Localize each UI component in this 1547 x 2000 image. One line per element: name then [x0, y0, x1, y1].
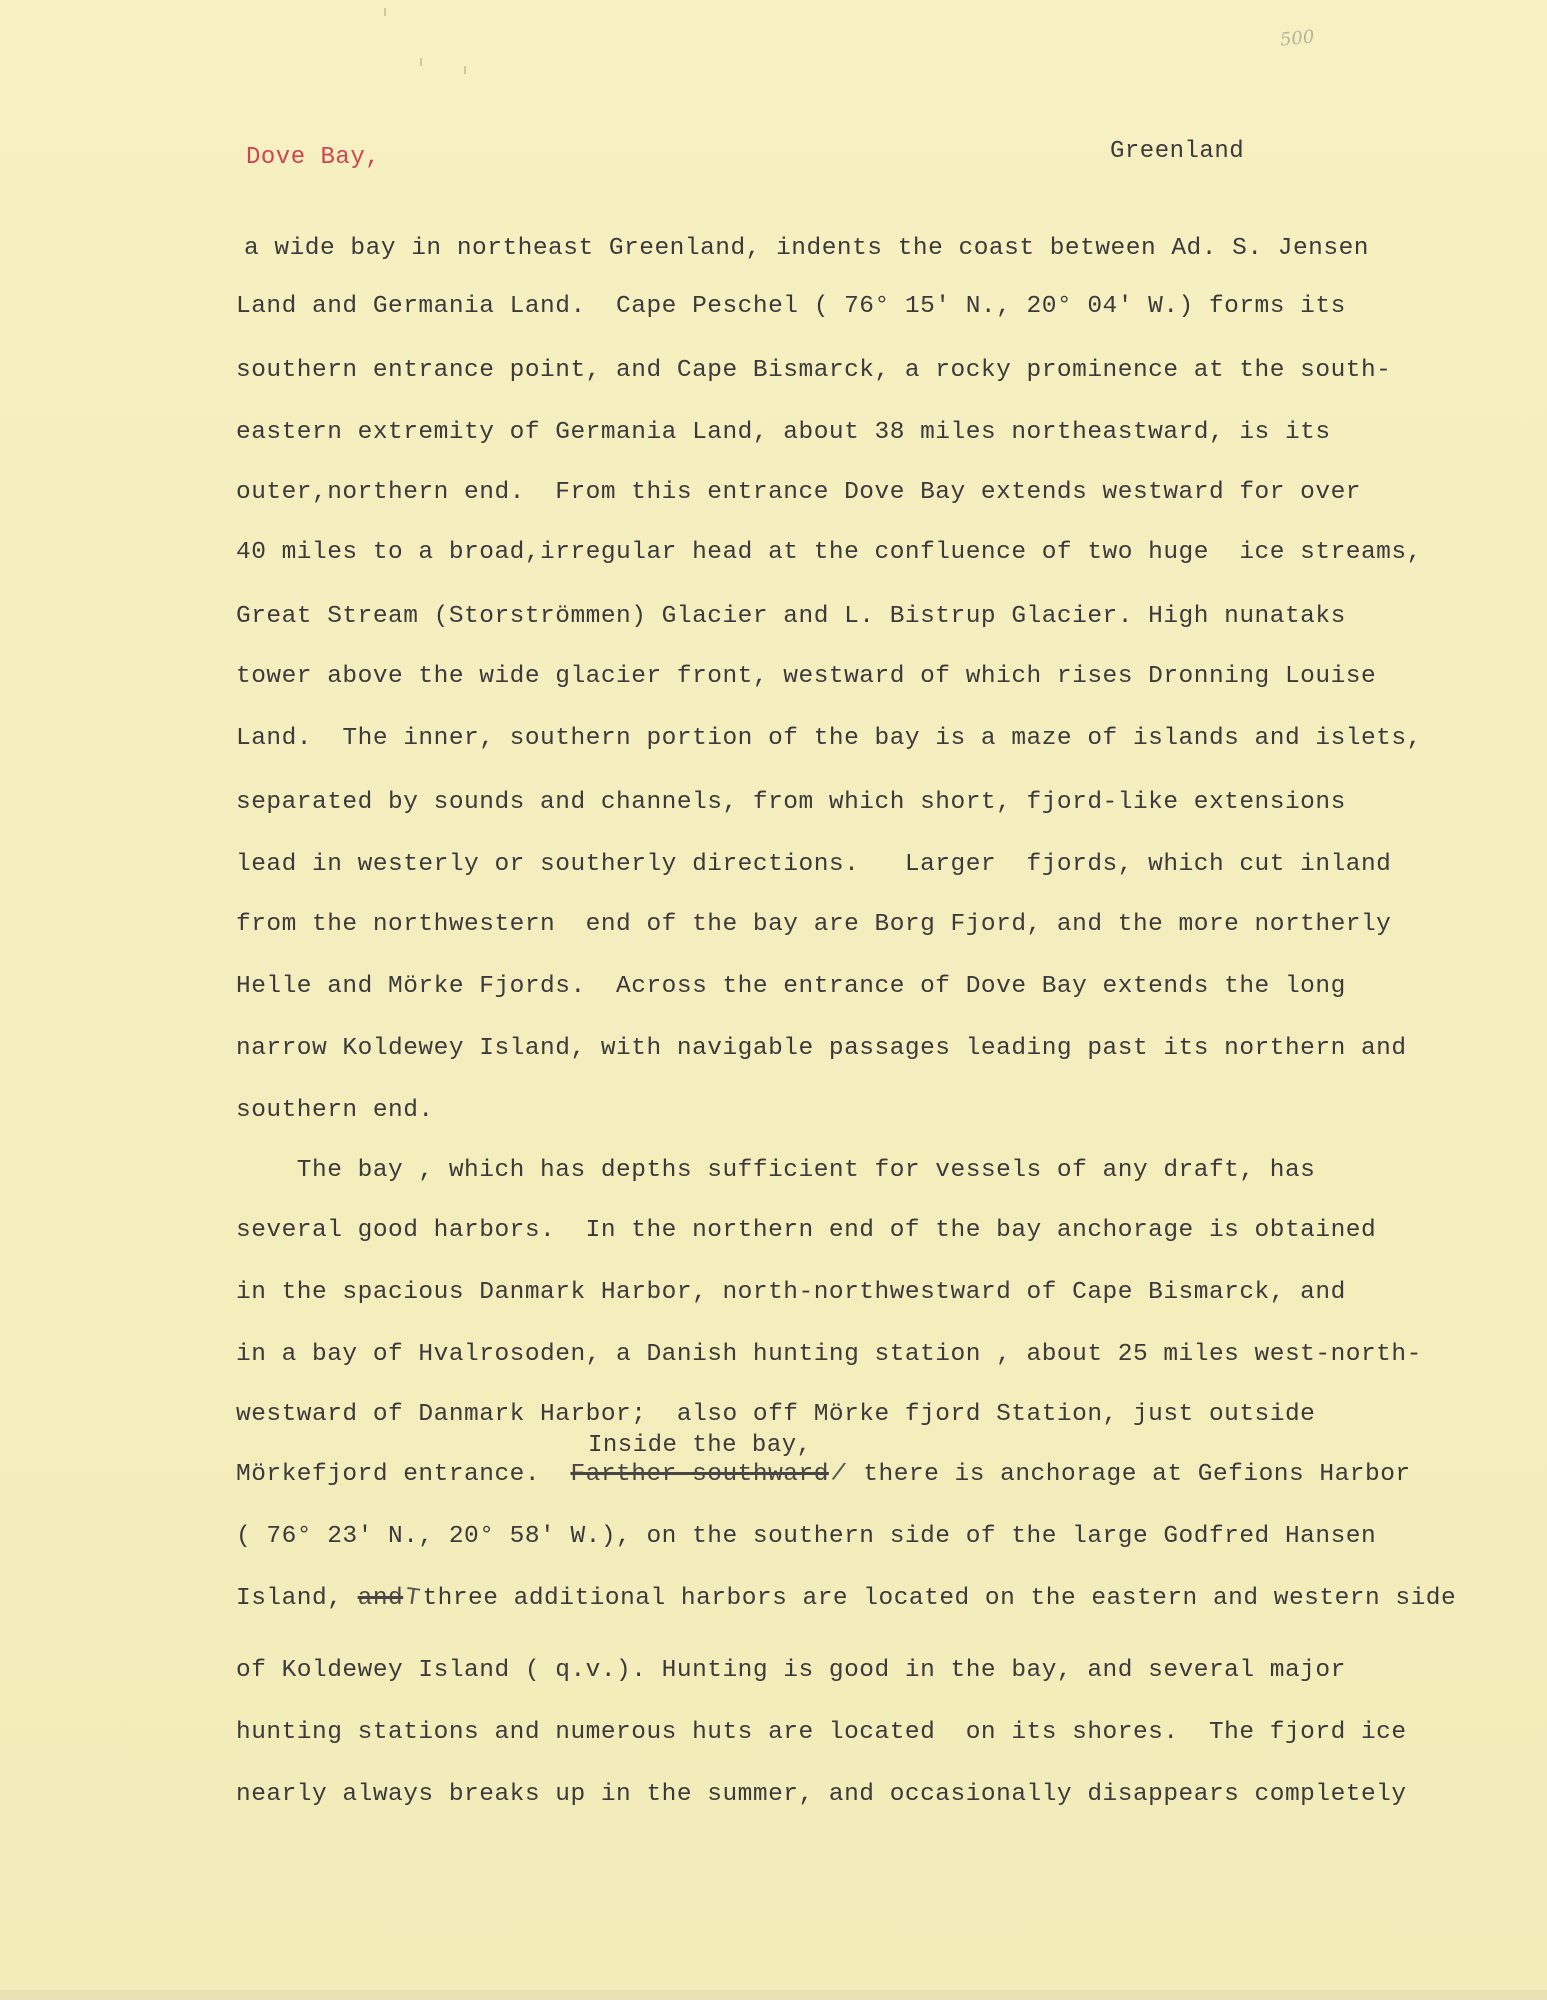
- text-line: Land. The inner, southern portion of the bay is a maze of islands and islets,: [236, 725, 1422, 752]
- struck-text: and: [357, 1585, 404, 1612]
- paper-speck: [384, 8, 386, 16]
- edited-text-line: [236, 1584, 1456, 1614]
- text-line: southern end.: [236, 1097, 434, 1124]
- text-line: Land and Germania Land. Cape Peschel ( 76° 15' N., 20° 04' W.) forms its: [236, 293, 1346, 320]
- text-line: narrow Koldewey Island, with navigable passages leading past its northern and: [236, 1035, 1407, 1062]
- insertion-mark: T: [403, 1584, 423, 1613]
- text-line: lead in westerly or southerly directions. Larger fjords, which cut inland: [236, 851, 1392, 878]
- paper-speck: [464, 66, 466, 74]
- text-line: Great Stream (Storströmmen) Glacier and L. Bistrup Glacier. High nunataks: [236, 603, 1346, 630]
- text-line: separated by sounds and channels, from which short, fjord-like extensions: [236, 789, 1346, 816]
- paper-speck: [420, 58, 422, 66]
- text-line: Helle and Mörke Fjords. Across the entrance of Dove Bay extends the long: [236, 973, 1346, 1000]
- text-line: nearly always breaks up in the summer, and occasionally disappears completely: [236, 1781, 1407, 1808]
- line-suffix: three additional harbors are located on the eastern and western side: [422, 1585, 1457, 1612]
- struck-text: Farther southward: [570, 1461, 829, 1488]
- text-line: a wide bay in northeast Greenland, indents the coast between Ad. S. Jensen: [244, 235, 1369, 262]
- text-line: 40 miles to a broad,irregular head at the confluence of two huge ice streams,: [236, 539, 1422, 566]
- text-line: westward of Danmark Harbor; also off Mörke fjord Station, just outside: [236, 1401, 1316, 1428]
- text-line: eastern extremity of Germania Land, about 38 miles northeastward, is its: [236, 419, 1331, 446]
- insertion-caret: /: [829, 1460, 848, 1489]
- text-line: several good harbors. In the northern end of the bay anchorage is obtained: [236, 1217, 1377, 1244]
- text-line: tower above the wide glacier front, westward of which rises Dronning Louise: [236, 663, 1377, 690]
- text-line: outer,northern end. From this entrance Dove Bay extends westward for over: [236, 479, 1361, 506]
- page-number: 500: [1278, 26, 1316, 51]
- text-line: from the northwestern end of the bay are Borg Fjord, and the more northerly: [236, 911, 1392, 938]
- line-prefix: Mörkefjord entrance.: [236, 1461, 571, 1488]
- text-line: in a bay of Hvalrosoden, a Danish hunting station , about 25 miles west-north-: [236, 1341, 1422, 1368]
- text-line: The bay , which has depths sufficient for vessels of any draft, has: [236, 1157, 1316, 1184]
- entry-title: Dove Bay,: [246, 144, 381, 171]
- text-line: southern entrance point, and Cape Bismarck, a rocky prominence at the south-: [236, 357, 1392, 384]
- line-suffix: there is anchorage at Gefions Harbor: [848, 1461, 1411, 1488]
- text-line: hunting stations and numerous huts are located on its shores. The fjord ice: [236, 1719, 1407, 1746]
- edited-text-line: [236, 1460, 1411, 1490]
- entry-region: Greenland: [1110, 138, 1245, 165]
- text-line: of Koldewey Island ( q.v.). Hunting is good in the bay, and several major: [236, 1657, 1346, 1684]
- handwritten-insertion: Inside the bay,: [588, 1432, 812, 1459]
- page-bottom-edge: [0, 1990, 1547, 2000]
- line-prefix: Island,: [236, 1585, 358, 1612]
- text-line: in the spacious Danmark Harbor, north-northwestward of Cape Bismarck, and: [236, 1279, 1346, 1306]
- text-line: ( 76° 23' N., 20° 58' W.), on the southern side of the large Godfred Hansen: [236, 1523, 1377, 1550]
